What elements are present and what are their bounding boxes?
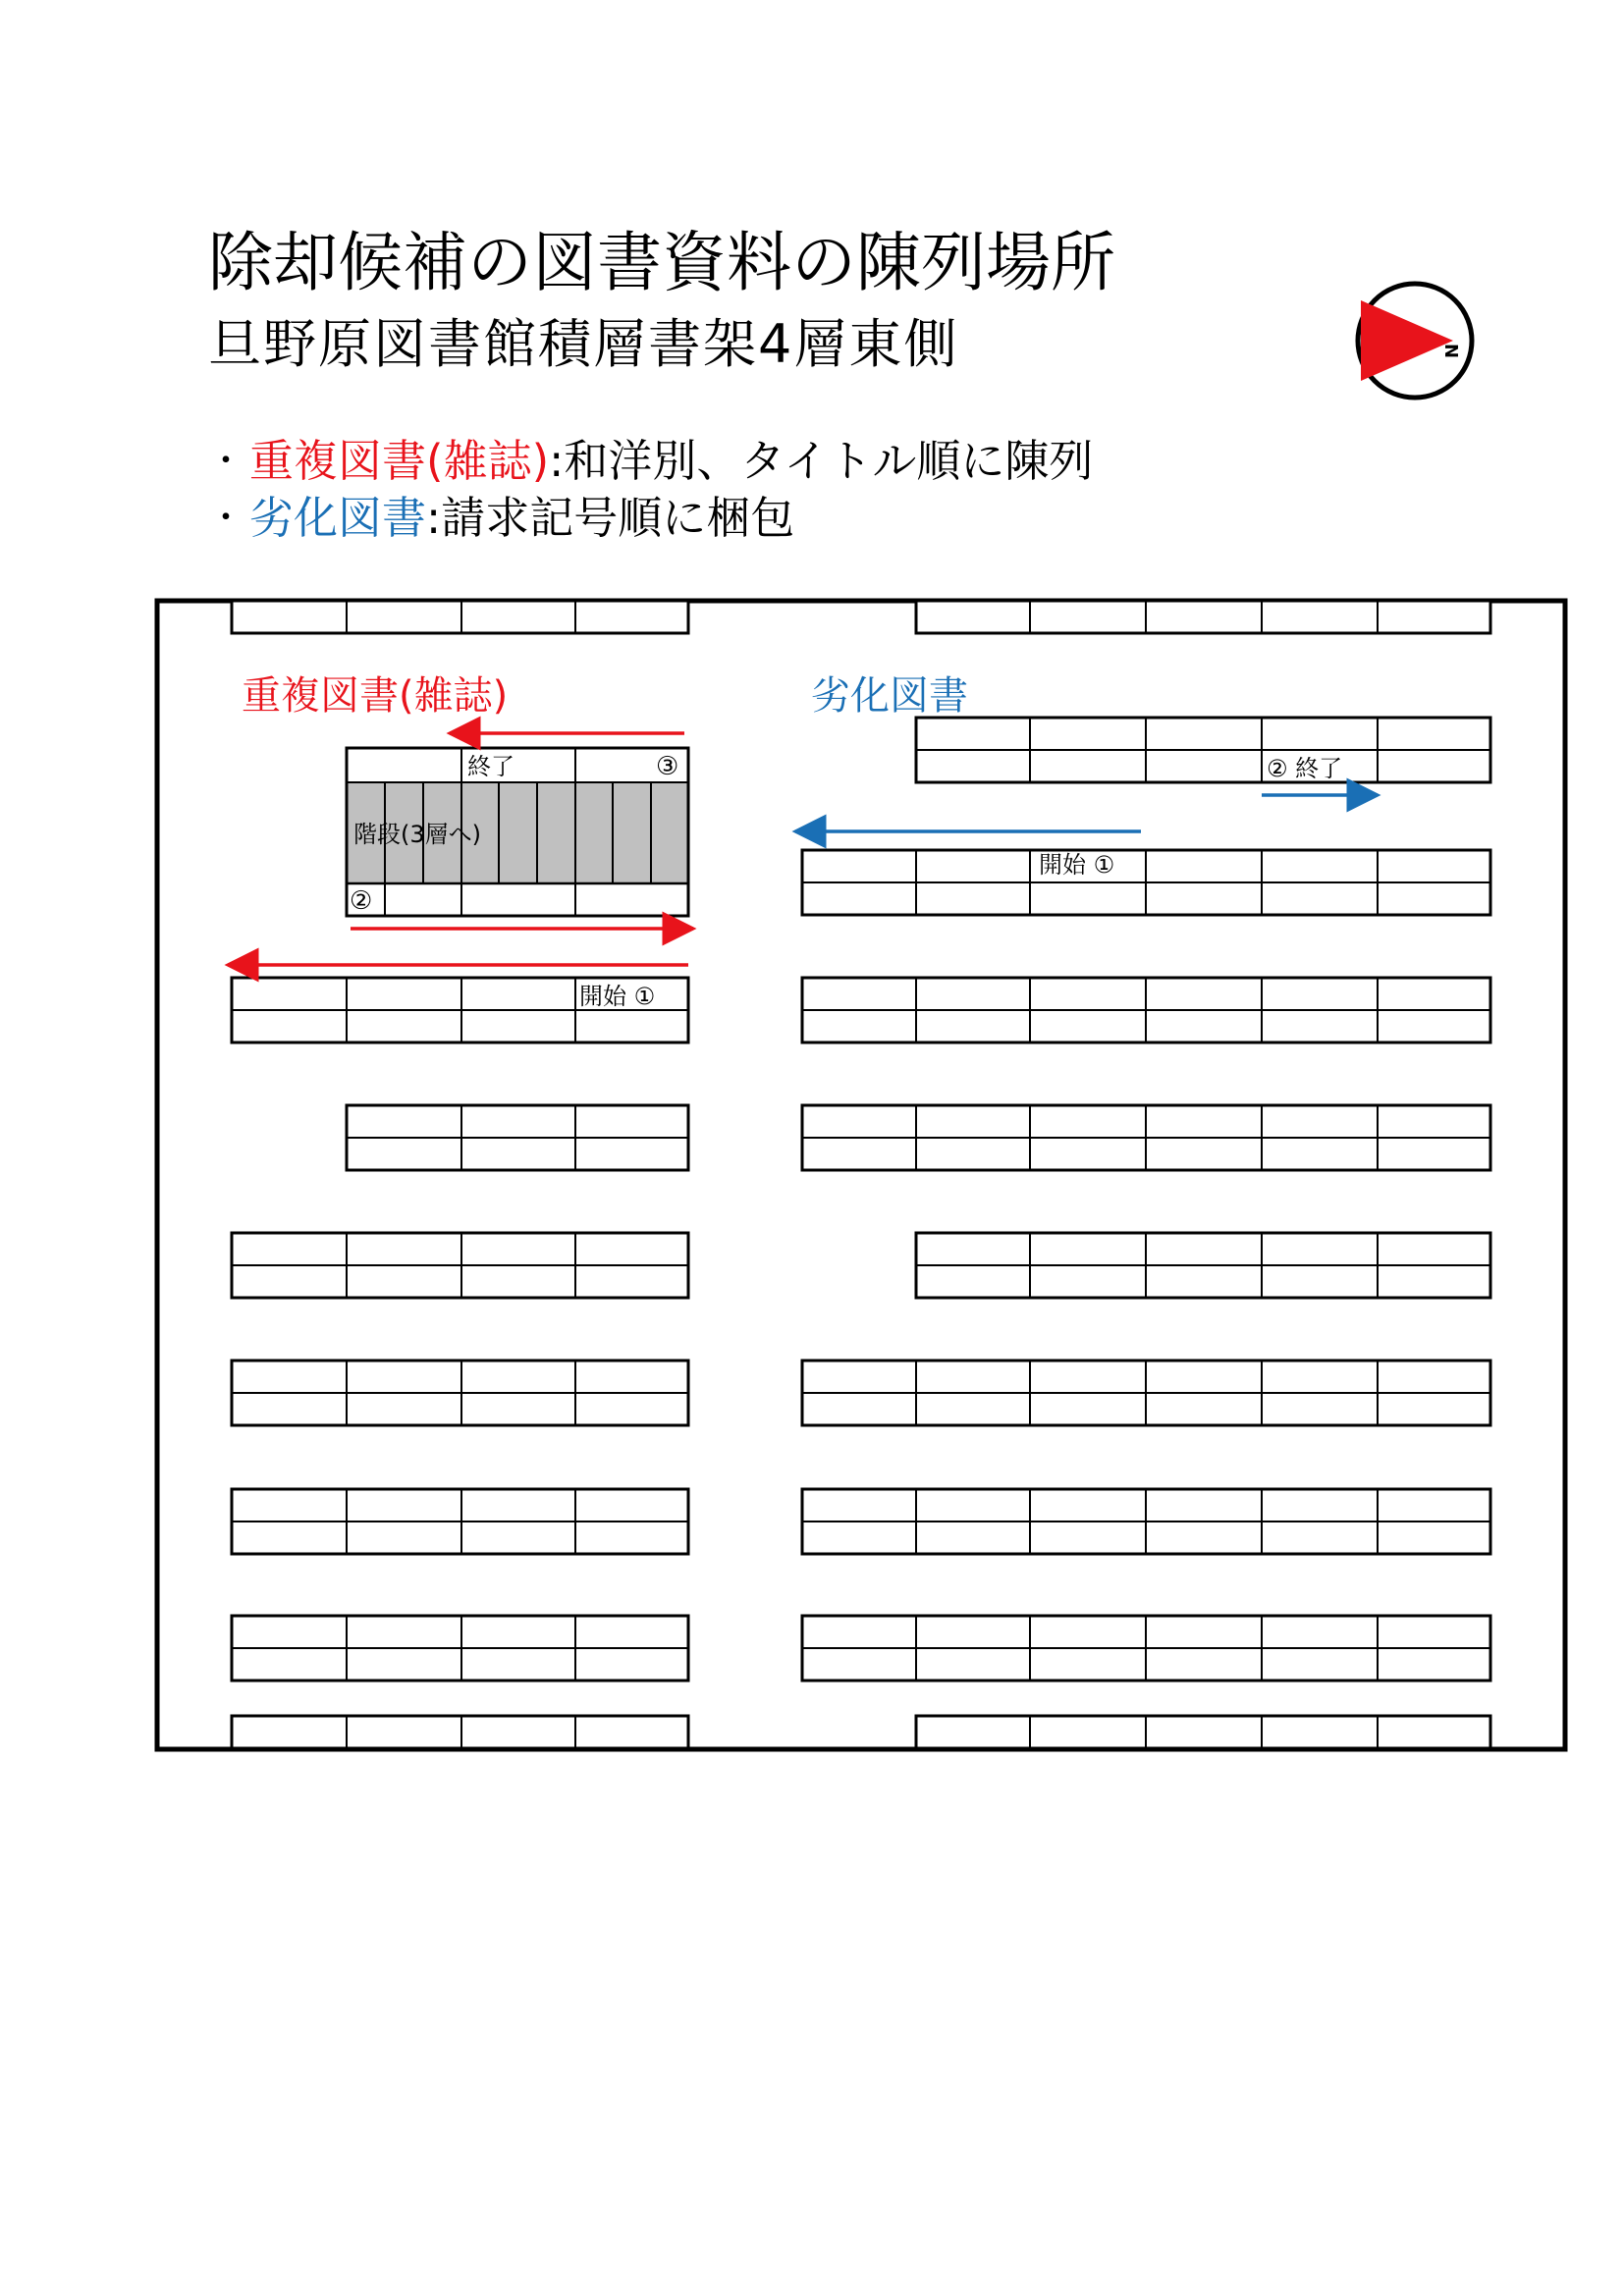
deteriorated-start-mark: 開始 ① bbox=[1039, 851, 1115, 879]
bookshelf bbox=[802, 1105, 1490, 1170]
duplicate-start-mark: 開始 ① bbox=[579, 983, 656, 1010]
bookshelf bbox=[232, 1616, 688, 1681]
deteriorated-end-mark: ② 終了 bbox=[1267, 755, 1343, 782]
bookshelf bbox=[232, 1233, 688, 1298]
legend-description-deteriorated: 請求記号順に梱包 bbox=[441, 492, 795, 544]
legend-bullet: ・ bbox=[208, 441, 244, 481]
duplicate-step2-mark: ② bbox=[350, 886, 373, 916]
legend-separator: : bbox=[549, 435, 565, 487]
legend-term-duplicate: 重複図書(雑誌) bbox=[249, 435, 550, 487]
page-title: 除却候補の図書資料の陳列場所 bbox=[208, 225, 1115, 300]
bookshelf bbox=[802, 1616, 1490, 1681]
duplicate-step3-mark: ③ bbox=[656, 752, 679, 781]
section-label-deteriorated: 劣化図書 bbox=[811, 673, 968, 719]
legend-separator: : bbox=[426, 492, 442, 544]
bookshelf bbox=[802, 850, 1490, 915]
page-subtitle: 旦野原図書館積層書架4層東側 bbox=[208, 313, 959, 375]
bookshelf bbox=[802, 1361, 1490, 1425]
stairs bbox=[347, 748, 688, 916]
bookshelf bbox=[232, 1716, 688, 1748]
legend-description-duplicate: 和洋別、タイトル順に陳列 bbox=[564, 435, 1094, 487]
section-label-duplicate: 重複図書(雑誌) bbox=[242, 673, 509, 719]
legend-term-deteriorated: 劣化図書 bbox=[249, 492, 427, 544]
bookshelf bbox=[802, 1489, 1490, 1554]
bookshelf bbox=[232, 601, 688, 633]
compass-letter: N bbox=[1440, 344, 1461, 359]
bookshelf bbox=[802, 978, 1490, 1042]
bookshelf bbox=[916, 718, 1490, 782]
bookshelf bbox=[232, 1361, 688, 1425]
bookshelf bbox=[916, 1233, 1490, 1298]
bookshelf bbox=[232, 1489, 688, 1554]
bookshelf bbox=[347, 1105, 688, 1170]
stairs-label: 階段(3層へ) bbox=[353, 821, 481, 848]
bookshelf bbox=[916, 601, 1490, 633]
duplicate-end-mark: 終了 bbox=[467, 753, 514, 780]
legend-bullet: ・ bbox=[208, 498, 244, 538]
bookshelf bbox=[916, 1716, 1490, 1748]
